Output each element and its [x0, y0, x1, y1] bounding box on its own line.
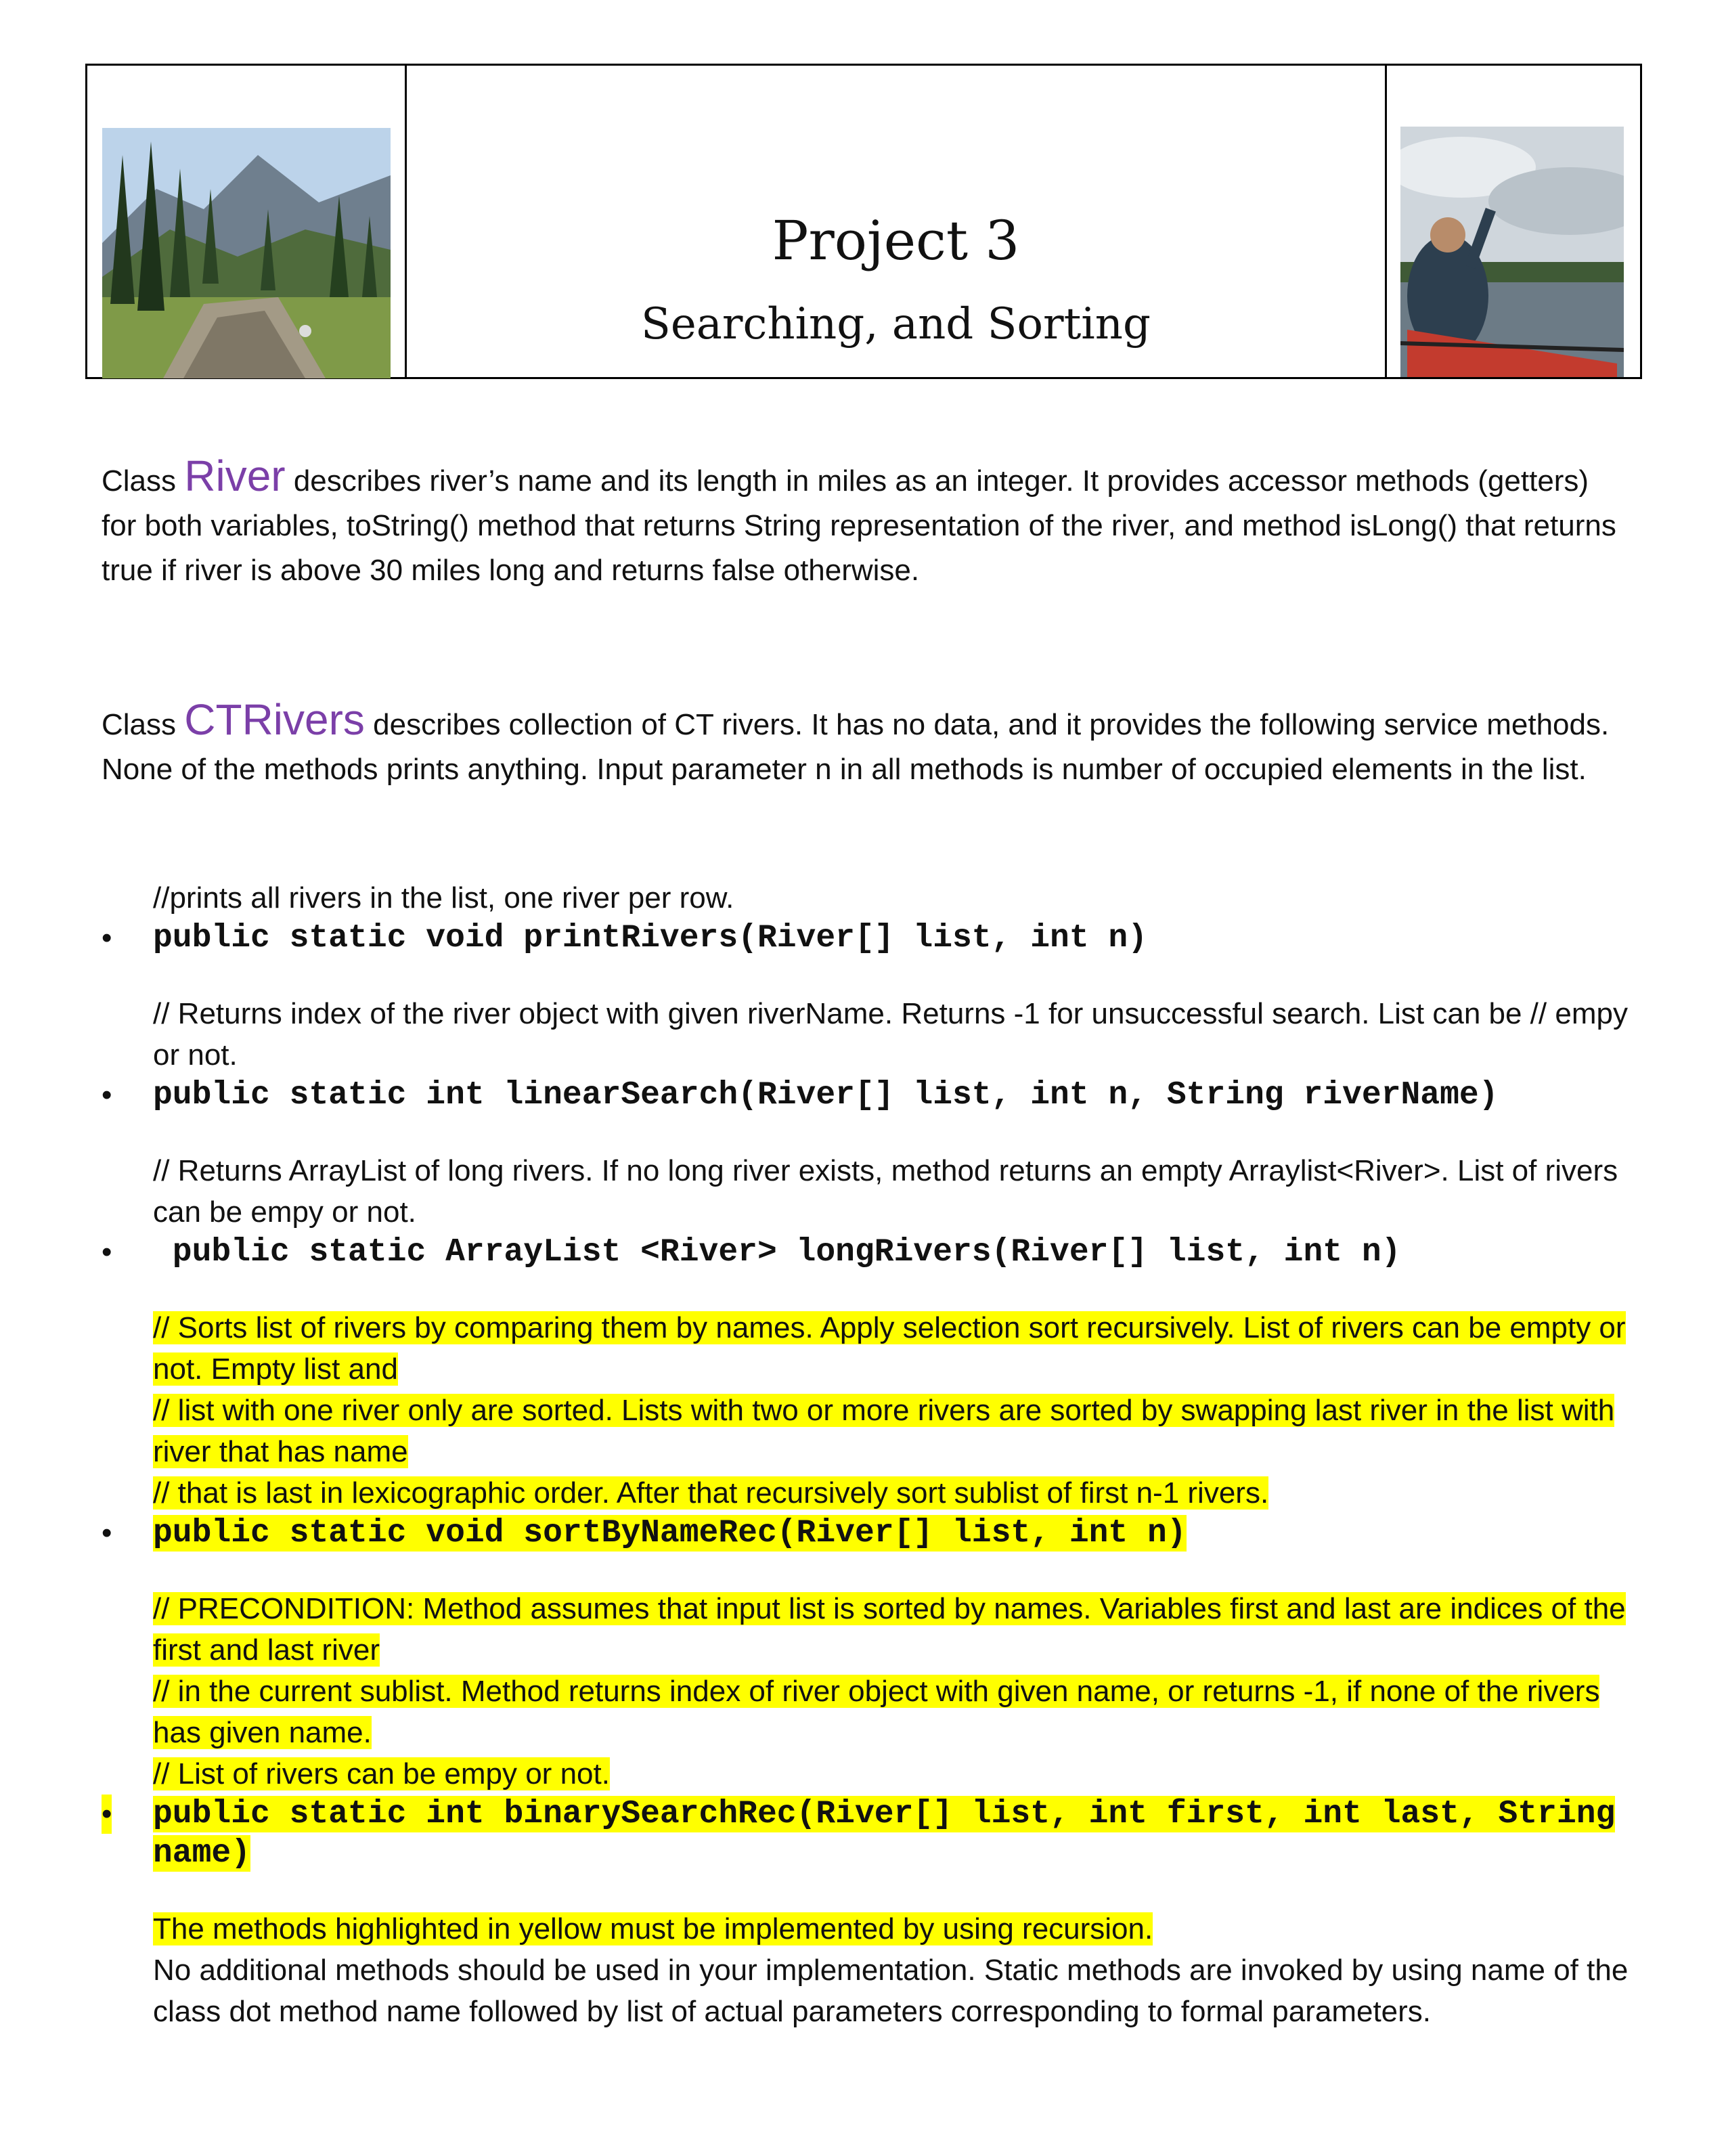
bullet-icon: • [102, 1235, 112, 1269]
method-comment-line: // that is last in lexicographic order. After that recursively sort sublist of first n-1 rivers. [153, 1476, 1269, 1510]
bullet-icon: • [102, 921, 112, 954]
header-right-cell [1387, 66, 1640, 377]
method-sort-by-name-rec [102, 1307, 1645, 1553]
header-title-cell [407, 66, 1387, 377]
method-comment [102, 1588, 1645, 1795]
method-comment: // Returns index of the river object with given riverName. Returns -1 for unsuccessful search. List can be // empy or not. [153, 997, 1628, 1072]
river-class-name: River [184, 452, 286, 500]
method-signature [102, 1233, 1645, 1272]
method-signature-text: public static void printRivers(River[] list, int n) [153, 920, 1148, 956]
bullet-icon: • [102, 1795, 112, 1834]
method-signature-text: public static void sortByNameRec(River[] list, int n) [153, 1515, 1187, 1552]
implementation-note: No additional methods should be used in your implementation. Static methods are invoked by using name of the class dot method name followed by list of actual parameters corresponding to formal parameters. [153, 1954, 1629, 2028]
method-signature-text: public static int binarySearchRec(River[] list, int first, int last, String name) [153, 1796, 1616, 1872]
method-signature-text: public static int linearSearch(River[] list, int n, String riverName) [153, 1077, 1499, 1114]
method-comment: // Returns ArrayList of long rivers. If no long river exists, method returns an empty Arraylist<River>. List of rivers can be empy or not. [153, 1154, 1618, 1229]
header-left-cell [87, 66, 407, 377]
method-comment-line: // PRECONDITION: Method assumes that input list is sorted by names. Variables first and last are indices of the first and last river [153, 1592, 1626, 1667]
method-comment-line: // List of rivers can be empy or not. [153, 1757, 610, 1790]
bullet-icon: • [102, 1078, 112, 1112]
method-list [102, 877, 1645, 2032]
page-subtitle: Searching, and Sorting [641, 299, 1151, 349]
header-table [85, 64, 1642, 379]
method-long-rivers [102, 1150, 1645, 1272]
method-signature-text: public static ArrayList <River> longRivers(River[] list, int n) [153, 1234, 1401, 1271]
method-comment [102, 1307, 1645, 1514]
method-signature [102, 1795, 1645, 1873]
bullet-icon: • [102, 1516, 112, 1549]
ctrivers-class-name: CTRivers [184, 695, 365, 744]
river-class-prefix: Class [102, 464, 185, 498]
ctrivers-class-description [102, 697, 1624, 792]
kayaker-photo [1400, 127, 1624, 377]
river-class-description [102, 454, 1624, 593]
method-signature [102, 919, 1645, 958]
method-comment-line: // in the current sublist. Method returns index of river object with given name, or returns -1, if none of the rivers has given name. [153, 1675, 1600, 1749]
river-landscape-photo [102, 128, 391, 378]
recursion-note: The methods highlighted in yellow must be implemented by using recursion. [153, 1912, 1153, 1945]
method-comment-line: // list with one river only are sorted. Lists with two or more rivers are sorted by swapping last river in the list with river that has name [153, 1394, 1615, 1468]
footer-notes [102, 1908, 1645, 2032]
page-title: Project 3 [772, 209, 1020, 272]
method-comment-line: // Sorts list of rivers by comparing them by names. Apply selection sort recursively. List of rivers can be empty or not. Empty list and [153, 1311, 1626, 1386]
method-print-rivers [102, 877, 1645, 958]
ctrivers-class-prefix: Class [102, 708, 185, 741]
method-signature [102, 1514, 1645, 1553]
method-binary-search-rec [102, 1588, 1645, 1873]
method-linear-search [102, 993, 1645, 1115]
ctrivers-class-text: describes collection of CT rivers. It has no data, and it provides the following service methods. None of the methods prints anything. Input parameter n in all methods is number of occupied elements in the list. [102, 708, 1610, 786]
river-class-text: describes river’s name and its length in miles as an integer. It provides accessor methods (getters) for both variables, toString() method that returns String representation of the river, and method isLong() that returns true if river is above 30 miles long and returns false otherwise. [102, 464, 1616, 587]
method-signature [102, 1076, 1645, 1115]
method-comment: //prints all rivers in the list, one river per row. [153, 881, 734, 915]
